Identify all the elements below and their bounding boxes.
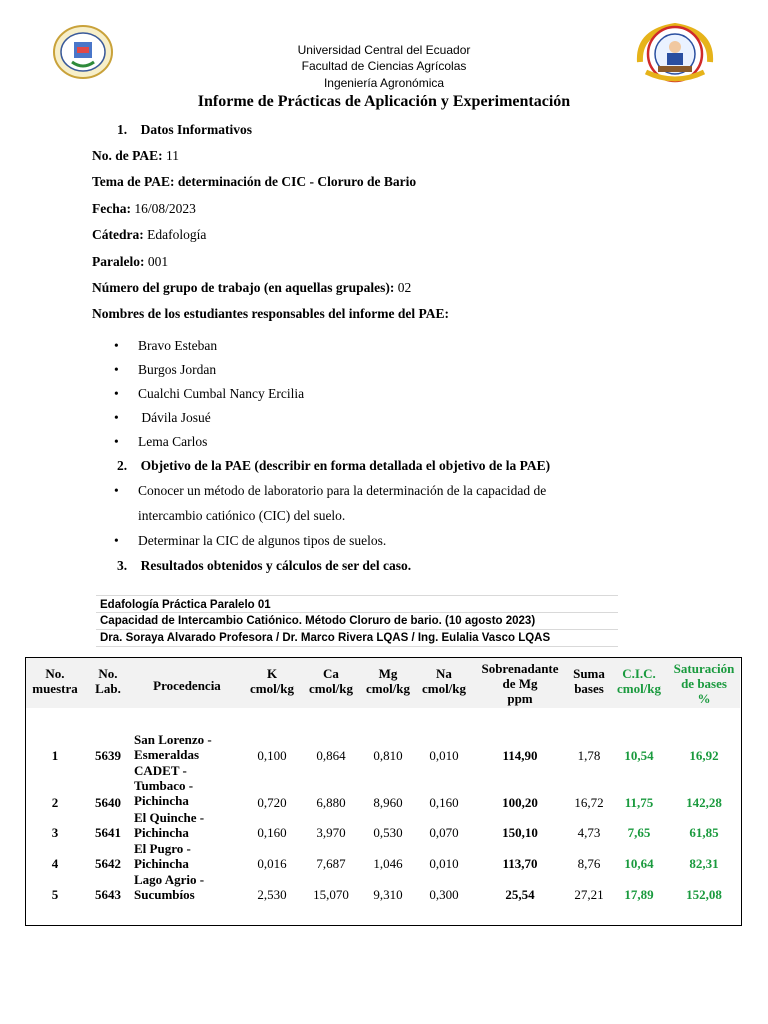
students-label: Nombres de los estudiantes responsables del informe del PAE: xyxy=(92,306,450,321)
cell-saturacion: 61,85 xyxy=(689,825,719,840)
cell-suma: 16,72 xyxy=(574,795,604,810)
row-procedencia: Lago Agrio - Sucumbíos xyxy=(134,872,205,902)
sheet-title-row: Edafología Práctica Paralelo 01 xyxy=(96,595,618,613)
course-field: Cátedra: Edafología xyxy=(92,227,207,242)
student-item: • Burgos Jordan xyxy=(114,362,217,377)
cell-saturacion: 142,28 xyxy=(686,795,722,810)
cell-lab: 5639 xyxy=(95,748,121,763)
cell-mg: 0,810 xyxy=(373,748,403,763)
cell-muestra: 4 xyxy=(51,856,59,871)
cell-muestra: 2 xyxy=(51,795,59,810)
cell-lab: 5643 xyxy=(95,887,121,902)
cell-cic: 7,65 xyxy=(627,825,651,840)
cell-mg: 1,046 xyxy=(373,856,403,871)
sheet-method-row: Capacidad de Intercambio Catiónico. Método Cloruro de bario. (10 agosto 2023) xyxy=(96,612,618,630)
cell-na: 0,010 xyxy=(429,856,459,871)
cell-lab: 5640 xyxy=(95,795,121,810)
cell-k: 0,100 xyxy=(257,748,287,763)
results-table xyxy=(25,657,742,926)
section-field: Paralelo: 001 xyxy=(92,254,169,269)
col-header-lab: No. Lab. xyxy=(95,666,121,696)
cell-mg: 8,960 xyxy=(373,795,403,810)
cell-suma: 8,76 xyxy=(577,856,601,871)
cell-na: 0,300 xyxy=(429,887,459,902)
cell-mg: 9,310 xyxy=(373,887,403,902)
cell-lab: 5641 xyxy=(95,825,121,840)
objective-item: • Conocer un método de laboratorio para la determinación de la capacidad de xyxy=(114,483,547,498)
student-item: • Bravo Esteban xyxy=(114,338,218,353)
cell-na: 0,160 xyxy=(429,795,459,810)
section-3-heading: 3. Resultados obtenidos y cálculos de ser del caso. xyxy=(117,558,412,573)
pae-topic: Tema de PAE: determinación de CIC - Cloruro de Bario xyxy=(92,174,417,189)
cell-mg: 0,530 xyxy=(373,825,403,840)
cell-cic: 10,54 xyxy=(624,748,654,763)
col-header-procedencia: Procedencia xyxy=(153,678,221,693)
cell-saturacion: 16,92 xyxy=(689,748,719,763)
col-header-suma: Suma bases xyxy=(573,666,605,696)
cell-saturacion: 152,08 xyxy=(686,887,722,902)
cell-ca: 0,864 xyxy=(316,748,346,763)
faculty-name: Facultad de Ciencias Agrícolas xyxy=(301,59,467,73)
col-header-mg: Mg cmol/kg xyxy=(365,666,411,696)
cell-saturacion: 82,31 xyxy=(689,856,719,871)
cell-ca: 15,070 xyxy=(313,887,349,902)
section-2-heading: 2. Objetivo de la PAE (describir en forma detallada el objetivo de la PAE) xyxy=(117,458,551,473)
row-procedencia: El Quinche - Pichincha xyxy=(134,810,205,840)
cell-sobrenadante: 25,54 xyxy=(505,887,535,902)
cell-cic: 10,64 xyxy=(624,856,654,871)
cell-muestra: 5 xyxy=(51,887,59,902)
objective-item-continuation: intercambio catiónico (CIC) del suelo. xyxy=(138,508,346,523)
row-procedencia: El Pugro - Pichincha xyxy=(134,841,191,871)
objective-item: • Determinar la CIC de algunos tipos de suelos. xyxy=(114,533,387,548)
cell-k: 0,720 xyxy=(257,795,287,810)
cell-suma: 4,73 xyxy=(577,825,601,840)
program-name: Ingeniería Agronómica xyxy=(323,76,445,90)
pae-number: No. de PAE: 11 xyxy=(92,148,179,163)
cell-sobrenadante: 113,70 xyxy=(502,856,538,871)
student-item: • Cualchi Cumbal Nancy Ercilia xyxy=(114,386,305,401)
cell-suma: 1,78 xyxy=(577,748,601,763)
sheet-staff-row: Dra. Soraya Alvarado Profesora / Dr. Marco Rivera LQAS / Ing. Eulalia Vasco LQAS xyxy=(96,629,618,647)
col-header-muestra: No. muestra xyxy=(32,666,78,696)
cell-lab: 5642 xyxy=(95,856,121,871)
date-field: Fecha: 16/08/2023 xyxy=(92,201,196,216)
cell-na: 0,010 xyxy=(429,748,459,763)
col-header-saturacion: Saturación de bases % xyxy=(673,661,735,706)
row-procedencia: CADET - Tumbaco - Pichincha xyxy=(134,763,194,808)
cell-sobrenadante: 100,20 xyxy=(502,795,538,810)
cell-ca: 3,970 xyxy=(316,825,346,840)
cell-muestra: 3 xyxy=(51,825,59,840)
cell-muestra: 1 xyxy=(51,748,59,763)
col-header-na: Na cmol/kg xyxy=(421,666,467,696)
col-header-ca: Ca cmol/kg xyxy=(308,666,354,696)
cell-na: 0,070 xyxy=(429,825,459,840)
cell-cic: 11,75 xyxy=(624,795,654,810)
cell-sobrenadante: 114,90 xyxy=(502,748,538,763)
cell-suma: 27,21 xyxy=(574,887,604,902)
cell-k: 0,016 xyxy=(257,856,287,871)
student-item: • Lema Carlos xyxy=(114,434,208,449)
university-name: Universidad Central del Ecuador xyxy=(297,43,471,57)
section-1-heading: 1. Datos Informativos xyxy=(117,122,252,137)
col-header-k: K cmol/kg xyxy=(249,666,295,696)
cell-k: 2,530 xyxy=(257,887,287,902)
cell-cic: 17,89 xyxy=(624,887,654,902)
row-procedencia: San Lorenzo - Esmeraldas xyxy=(134,732,212,762)
cell-ca: 7,687 xyxy=(316,856,346,871)
group-field: Número del grupo de trabajo (en aquellas grupales): 02 xyxy=(92,280,412,295)
cell-sobrenadante: 150,10 xyxy=(502,825,538,840)
student-item: • Dávila Josué xyxy=(114,410,211,425)
cell-ca: 6,880 xyxy=(316,795,346,810)
col-header-cic: C.I.C. cmol/kg xyxy=(616,666,662,696)
report-title: Informe de Prácticas de Aplicación y Experimentación xyxy=(197,93,571,110)
cell-k: 0,160 xyxy=(257,825,287,840)
col-header-sobrenadante: Sobrenadante de Mg ppm xyxy=(481,661,559,706)
